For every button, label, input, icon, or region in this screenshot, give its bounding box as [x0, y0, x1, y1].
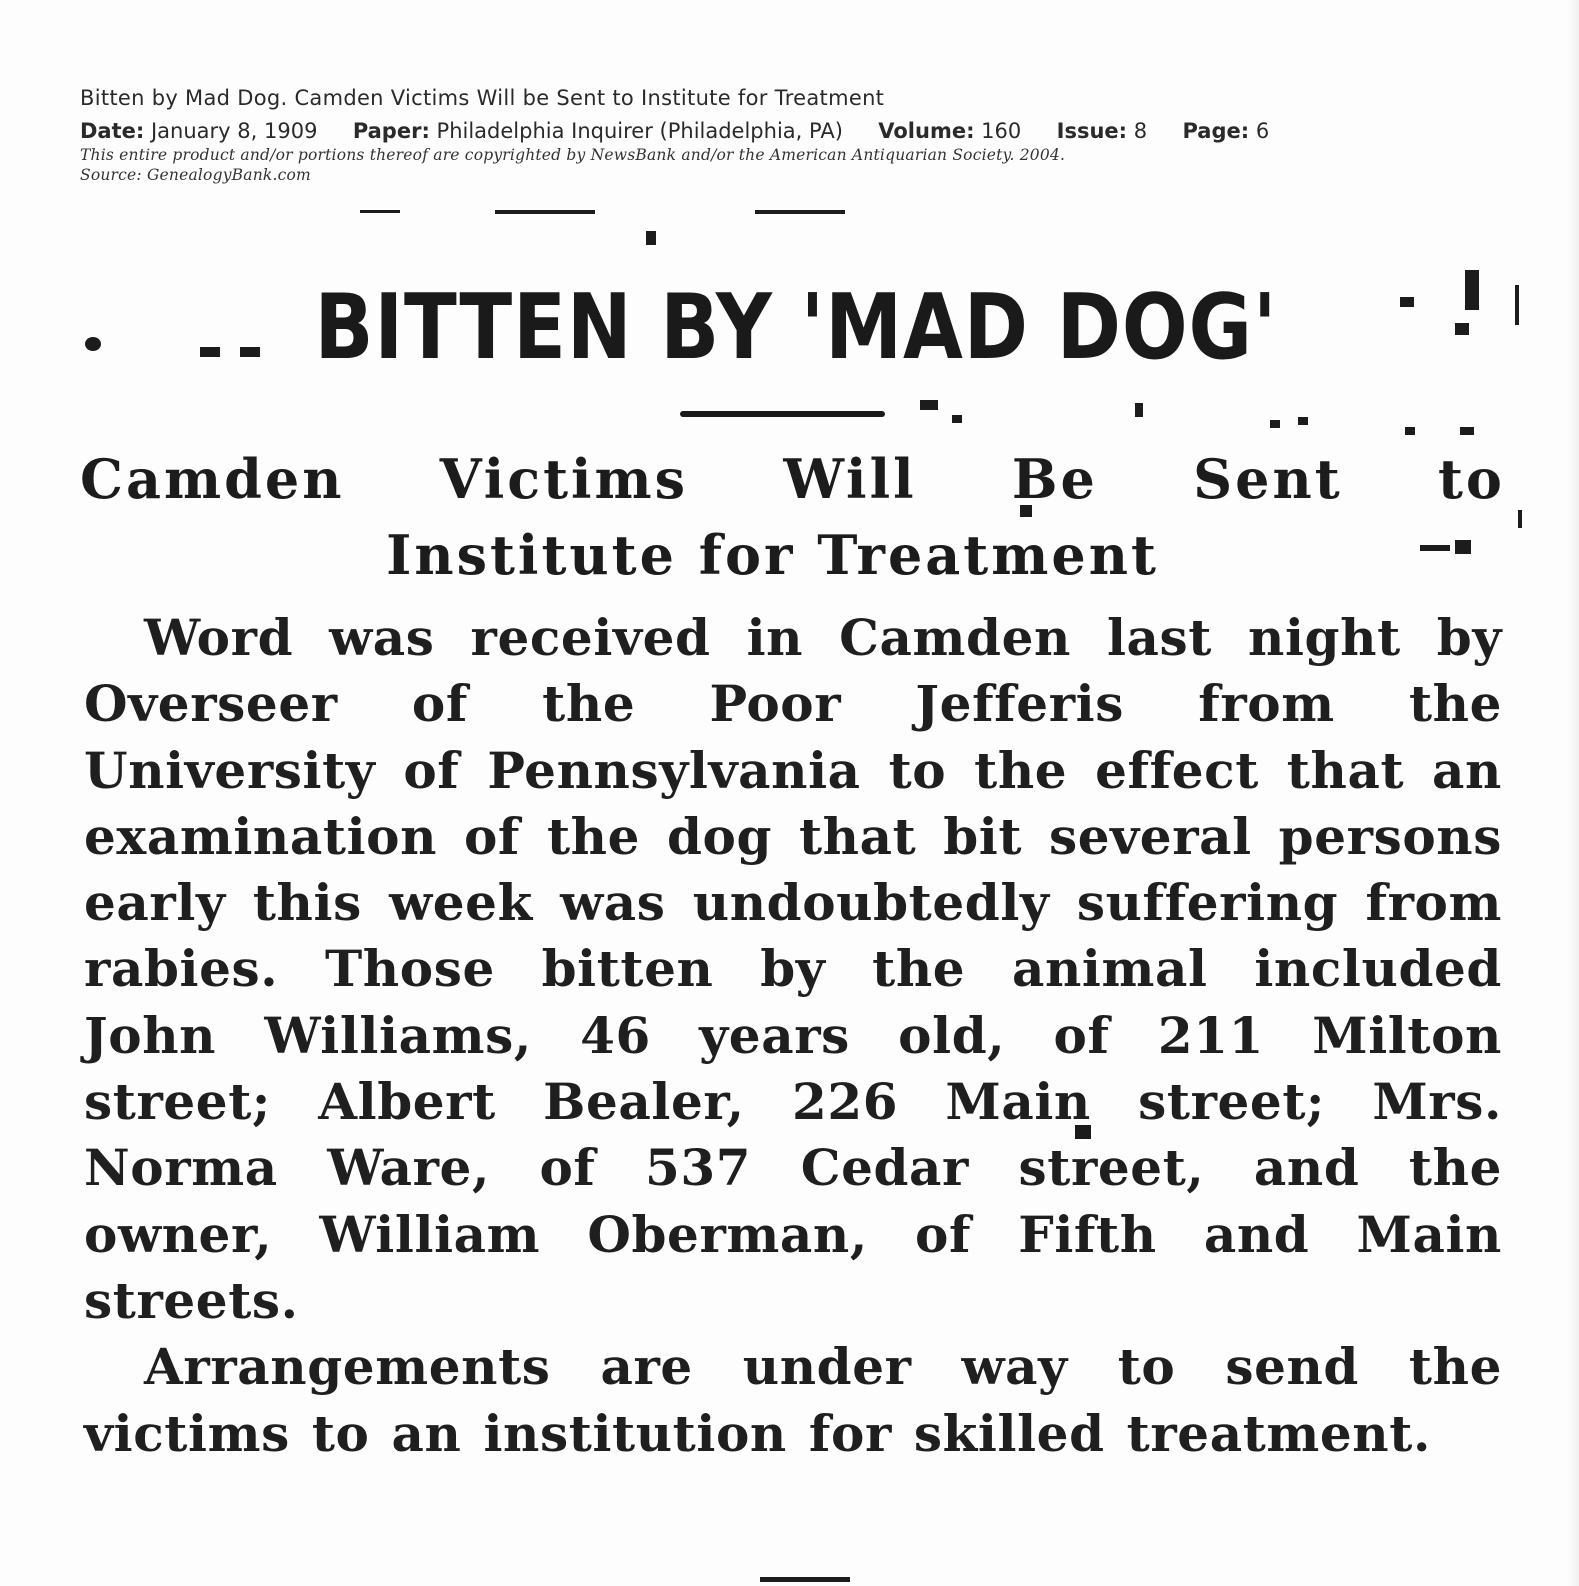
subhead-word: Will	[783, 447, 917, 511]
page-value: 6	[1255, 119, 1270, 143]
subhead-word: Victims	[439, 447, 689, 511]
scan-speck	[1465, 270, 1479, 310]
newspaper-clipping	[80, 205, 1520, 1586]
scan-speck	[1455, 323, 1469, 335]
scan-speck	[1460, 427, 1474, 435]
article-subhead-line-2: Institute for Treatment	[386, 523, 1159, 587]
page-label: Page:	[1182, 119, 1250, 143]
scan-speck	[952, 415, 962, 423]
scan-speck	[85, 337, 101, 351]
scan-edge	[1565, 0, 1579, 1586]
source-line: Source: GenealogyBank.com	[80, 166, 311, 184]
scan-speck	[1135, 403, 1143, 417]
subhead-word: Camden	[80, 447, 345, 511]
scan-speck	[1298, 417, 1308, 425]
clipping-header	[80, 86, 1480, 185]
scan-speck	[646, 231, 656, 245]
article-paragraph: Word was received in Camden last night by Overseer of the Poor Jefferis from the University of Pennsylvania to the effect that an examination of the dog that bit several persons early this week was undoubtedly suffering from rabies. Those bitten by the animal included John Williams, 46 years old, of 211 Milton street; Albert Bealer, 226 Main street; Mrs. Norma Ware, of 537 Cedar street, and the owner, William Oberman, of Fifth and Main streets.	[84, 608, 1502, 1330]
scan-speck	[755, 210, 845, 214]
article-paragraph: Arrangements are under way to send the victims to an institution for skilled treatment.	[84, 1337, 1502, 1463]
volume-label: Volume:	[878, 119, 975, 143]
clipping-title: Bitten by Mad Dog. Camden Victims Will be Sent to Institute for Treatment	[80, 86, 885, 110]
scan-speck	[1515, 285, 1519, 325]
article-body	[84, 605, 1502, 1467]
clipping-metadata	[80, 119, 1480, 143]
scan-speck	[360, 210, 400, 213]
scan-speck	[1405, 427, 1415, 435]
subhead-word: Be	[1011, 447, 1098, 511]
date-value: January 8, 1909	[150, 119, 318, 143]
article-headline: BITTEN BY 'MAD DOG'	[314, 275, 1278, 380]
headline-rule	[680, 411, 885, 417]
copyright-notice: This entire product and/or portions thereof are copyrighted by NewsBank and/or the American Antiquarian Society. 2004.	[80, 146, 1066, 164]
paper-value: Philadelphia Inquirer (Philadelphia, PA)	[436, 119, 843, 143]
subhead-word: to	[1437, 447, 1505, 511]
article-subhead-line-1	[80, 447, 1505, 511]
subhead-word: Sent	[1193, 447, 1343, 511]
volume-value: 160	[981, 119, 1022, 143]
paper-label: Paper:	[352, 119, 430, 143]
issue-label: Issue:	[1056, 119, 1128, 143]
issue-value: 8	[1133, 119, 1148, 143]
scan-speck	[1518, 510, 1522, 528]
date-label: Date:	[80, 119, 145, 143]
scan-speck	[495, 210, 595, 214]
scan-speck	[1270, 420, 1280, 428]
scan-speck	[920, 400, 938, 410]
scan-speck	[760, 1577, 850, 1582]
